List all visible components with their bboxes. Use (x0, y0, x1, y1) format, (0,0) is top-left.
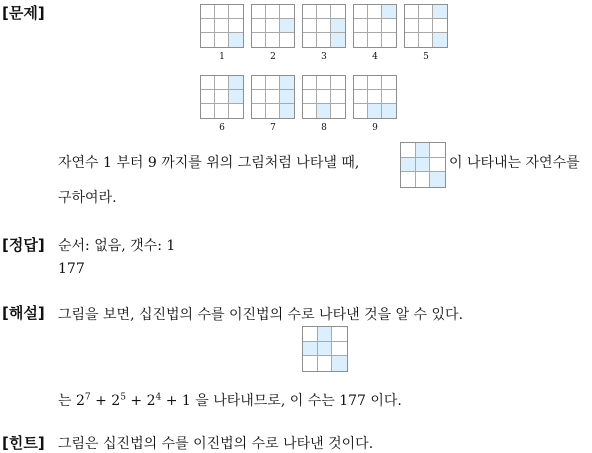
grid-cell-empty (405, 5, 419, 19)
grid-cell-empty (201, 19, 215, 33)
grid-cell-empty (368, 76, 382, 90)
grid-cell-filled (280, 104, 294, 118)
example-grid-label-4: 4 (372, 52, 378, 62)
grid-cell-filled (318, 342, 333, 357)
example-grid-label-9: 9 (372, 123, 378, 133)
grid-cell-empty (332, 342, 347, 357)
example-grid-label-1: 1 (219, 52, 225, 62)
formula-plus-2: + (130, 393, 143, 409)
grid-cell-empty (252, 90, 266, 104)
grid-cell-empty (215, 104, 229, 118)
grid-cell-empty (382, 33, 396, 47)
grid-cell-empty (382, 19, 396, 33)
grid-cell-filled (303, 342, 318, 357)
example-grid-label-8: 8 (321, 123, 327, 133)
grid-cell-empty (317, 76, 331, 90)
grid-cell-empty (419, 33, 433, 47)
answer-line2: 177 (58, 261, 85, 277)
formula-exp-2: 5 (120, 392, 126, 403)
grid-cell-empty (266, 33, 280, 47)
grid-cell-empty (368, 90, 382, 104)
formula-exp-1: 7 (84, 392, 91, 403)
hint-tag: [힌트] (2, 434, 45, 452)
grid-cell-empty (252, 104, 266, 118)
example-grid-9 (353, 75, 397, 119)
grid-cell-empty (354, 33, 368, 47)
grid-cell-filled (382, 5, 396, 19)
grid-cell-empty (280, 5, 294, 19)
example-grid-label-3: 3 (321, 52, 327, 62)
grid-cell-filled (416, 158, 431, 173)
grid-cell-empty (266, 19, 280, 33)
grid-cell-empty (317, 33, 331, 47)
formula-plus-3: + 1 (165, 393, 191, 409)
formula-plus-1: + (95, 393, 107, 409)
grid-cell-empty (215, 19, 229, 33)
example-grid-7 (251, 75, 295, 119)
grid-cell-empty (252, 76, 266, 90)
grid-cell-empty (303, 90, 317, 104)
formula-base-1: 2 (75, 393, 85, 409)
example-grid-2 (251, 4, 295, 48)
answer-grid-figure (302, 326, 348, 372)
grid-cell-empty (401, 143, 416, 158)
grid-cell-empty (317, 5, 331, 19)
grid-cell-empty (430, 158, 445, 173)
grid-cell-filled (433, 5, 447, 19)
grid-cell-empty (229, 104, 243, 118)
example-grid-3 (302, 4, 346, 48)
grid-cell-empty (201, 76, 215, 90)
example-grid-6 (200, 75, 244, 119)
grid-cell-filled (280, 90, 294, 104)
grid-cell-filled (433, 33, 447, 47)
grid-cell-empty (331, 90, 345, 104)
grid-cell-empty (382, 90, 396, 104)
grid-cell-empty (416, 172, 431, 187)
grid-cell-filled (280, 19, 294, 33)
grid-cell-empty (382, 76, 396, 90)
grid-cell-empty (419, 5, 433, 19)
grid-cell-filled (332, 356, 347, 371)
grid-cell-empty (303, 33, 317, 47)
grid-cell-empty (332, 327, 347, 342)
grid-cell-empty (303, 104, 317, 118)
grid-cell-empty (368, 19, 382, 33)
grid-cell-filled (331, 33, 345, 47)
formula-base-2: 2 (111, 393, 121, 409)
grid-cell-empty (331, 76, 345, 90)
example-grid-label-5: 5 (423, 52, 429, 62)
grid-cell-empty (201, 5, 215, 19)
grid-cell-empty (303, 356, 318, 371)
grid-cell-empty (318, 356, 333, 371)
grid-cell-empty (331, 104, 345, 118)
grid-cell-empty (215, 33, 229, 47)
grid-cell-empty (354, 104, 368, 118)
grid-cell-empty (280, 33, 294, 47)
grid-cell-empty (201, 90, 215, 104)
grid-cell-empty (303, 327, 318, 342)
grid-cell-filled (229, 76, 243, 90)
example-grid-8 (302, 75, 346, 119)
grid-cell-empty (215, 76, 229, 90)
example-grid-4 (353, 4, 397, 48)
grid-cell-filled (382, 104, 396, 118)
grid-cell-empty (368, 33, 382, 47)
grid-cell-empty (201, 104, 215, 118)
hint-line1: 그림은 십진법의 수를 이진법의 수로 나타낸 것이다. (58, 436, 374, 452)
example-grid-1 (200, 4, 244, 48)
grid-cell-empty (201, 33, 215, 47)
example-grid-5 (404, 4, 448, 48)
explanation-formula (58, 390, 402, 410)
answer-line1: 순서: 없음, 갯수: 1 (58, 238, 176, 254)
answer-tag: [정답] (2, 236, 45, 254)
grid-cell-filled (229, 90, 243, 104)
explanation-tag: [해설] (2, 304, 45, 322)
grid-cell-empty (266, 5, 280, 19)
grid-cell-empty (368, 5, 382, 19)
grid-cell-filled (416, 143, 431, 158)
grid-cell-filled (331, 19, 345, 33)
grid-cell-empty (433, 19, 447, 33)
grid-cell-empty (229, 19, 243, 33)
problem-line2: 구하여라. (58, 190, 117, 206)
formula-exp-3: 4 (155, 392, 162, 403)
example-grid-label-7: 7 (270, 123, 276, 133)
example-grid-label-2: 2 (270, 52, 276, 62)
grid-cell-empty (303, 76, 317, 90)
grid-cell-empty (354, 5, 368, 19)
formula-prefix: 는 (58, 393, 72, 409)
grid-cell-empty (252, 5, 266, 19)
grid-cell-empty (215, 5, 229, 19)
explanation-line1: 그림을 보면, 십진법의 수를 이진법의 수로 나타낸 것을 알 수 있다. (58, 307, 464, 323)
formula-base-3: 2 (146, 393, 156, 409)
grid-cell-empty (252, 19, 266, 33)
grid-cell-empty (303, 5, 317, 19)
grid-cell-filled (318, 327, 333, 342)
example-grid-label-6: 6 (219, 123, 225, 133)
grid-cell-empty (354, 76, 368, 90)
grid-cell-empty (266, 90, 280, 104)
grid-cell-empty (430, 143, 445, 158)
grid-cell-filled (430, 172, 445, 187)
grid-cell-filled (229, 33, 243, 47)
grid-cell-empty (229, 5, 243, 19)
problem-line1-after: 이 나타내는 자연수를 (449, 155, 580, 171)
grid-cell-empty (405, 19, 419, 33)
grid-cell-empty (252, 33, 266, 47)
grid-cell-filled (280, 76, 294, 90)
grid-cell-empty (331, 5, 345, 19)
grid-cell-empty (401, 172, 416, 187)
grid-cell-filled (368, 104, 382, 118)
grid-cell-empty (317, 19, 331, 33)
query-grid-figure (400, 142, 446, 188)
grid-cell-empty (266, 76, 280, 90)
grid-cell-empty (419, 19, 433, 33)
problem-tag: [문제] (2, 4, 45, 22)
grid-cell-empty (354, 90, 368, 104)
grid-cell-filled (401, 158, 416, 173)
problem-line1-before: 자연수 1 부터 9 까지를 위의 그림처럼 나타낼 때, (58, 155, 360, 171)
grid-cell-empty (303, 19, 317, 33)
grid-cell-empty (266, 104, 280, 118)
grid-cell-filled (317, 104, 331, 118)
grid-cell-empty (354, 19, 368, 33)
formula-suffix: 을 나타내므로, 이 수는 177 이다. (195, 393, 402, 409)
grid-cell-empty (317, 90, 331, 104)
grid-cell-empty (215, 90, 229, 104)
grid-cell-empty (405, 33, 419, 47)
